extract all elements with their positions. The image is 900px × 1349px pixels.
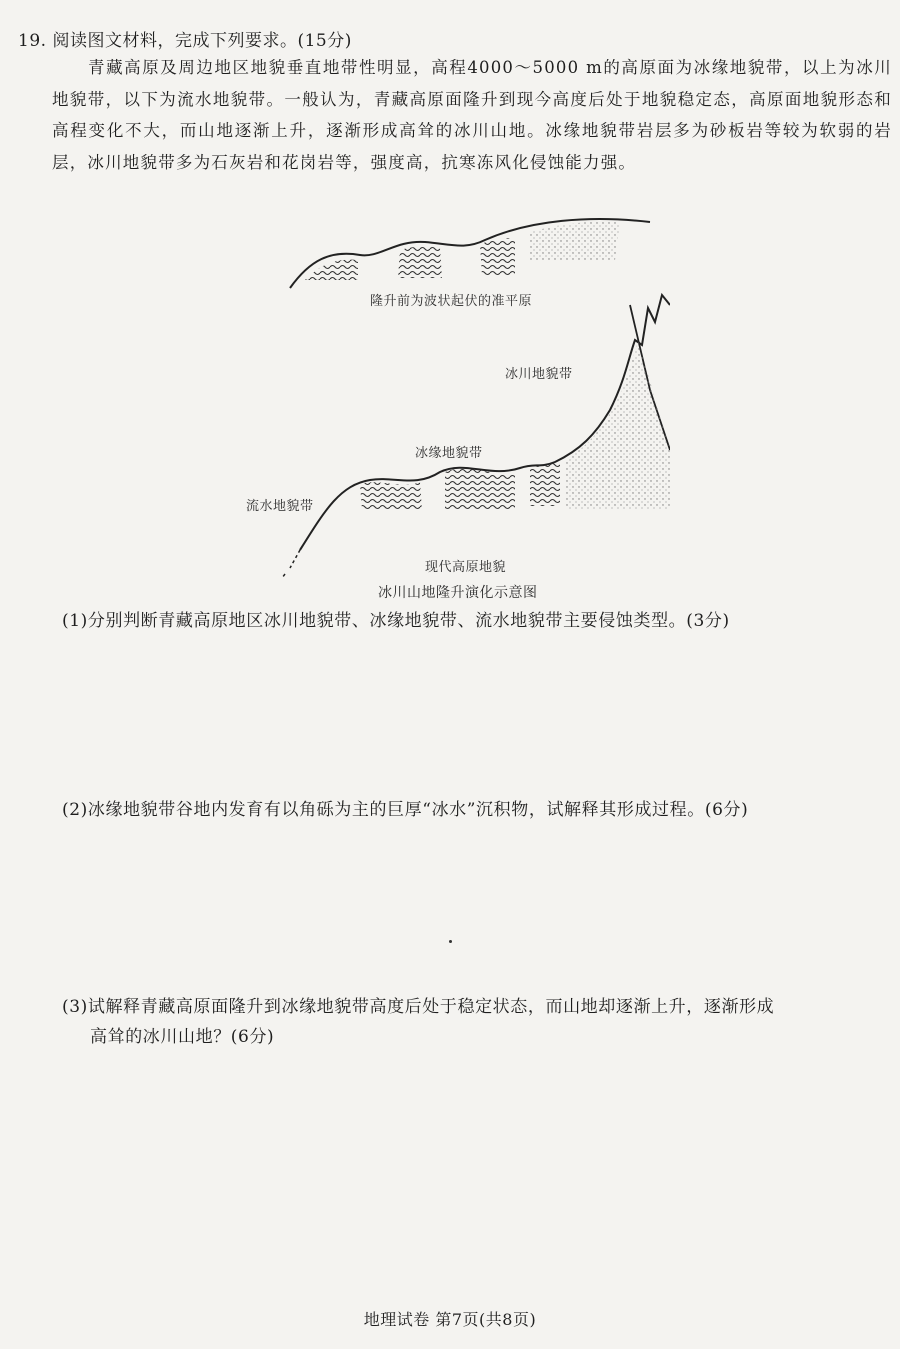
stipple-area-top (530, 221, 620, 260)
rock-layer-1 (305, 260, 358, 280)
rock-layer-4 (360, 482, 422, 510)
pre-uplift-profile (290, 219, 650, 288)
caption-modern: 现代高原地貌 (425, 560, 507, 575)
sub-question-2: (2)冰缘地貌带谷地内发育有以角砾为主的巨厚“冰水”沉积物，试解释其形成过程。(6分) (62, 800, 749, 820)
label-glacier-zone: 冰川地貌带 (505, 367, 573, 382)
sub-question-3-line1: (3)试解释青藏高原面隆升到冰缘地貌带高度后处于稳定状态，而山地却逐渐上升，逐渐形成 (62, 997, 775, 1017)
label-periglacial-zone: 冰缘地貌带 (415, 446, 483, 461)
caption-pre-uplift: 隆升前为波状起伏的准平原 (370, 294, 533, 309)
sub-question-1: (1)分别判断青藏高原地区冰川地貌带、冰缘地貌带、流水地貌带主要侵蚀类型。(3分) (62, 611, 730, 631)
stray-dot (449, 940, 452, 943)
diagram-drawing (230, 210, 670, 610)
stipple-area-mountain (565, 340, 670, 510)
rock-layer-6 (530, 460, 560, 506)
page-footer: 地理试卷 第7页(共8页) (363, 1310, 537, 1329)
landform-diagram (230, 210, 670, 610)
rock-layer-2 (398, 246, 442, 278)
label-fluvial-zone: 流水地貌带 (246, 499, 314, 514)
question-header: 19. 阅读图文材料，完成下列要求。(15分) (18, 31, 352, 51)
caption-diagram-title: 冰川山地隆升演化示意图 (378, 585, 538, 601)
passage-text: 青藏高原及周边地区地貌垂直地带性明显，高程4000～5000 m的高原面为冰缘地貌带，以上为冰川地貌带，以下为流水地貌带。一般认为，青藏高原面隆升到现今高度后处于地貌稳定态，高原面地貌形态和高程变化不大，而山地逐渐上升，逐渐形成高耸的冰川山地。冰缘地貌带岩层多为砂板岩等较为软弱的岩层，冰川地貌带多为石灰岩和花岗岩等，强度高，抗寒冻风化侵蚀能力强。 (52, 58, 892, 172)
rock-layer-5 (445, 469, 515, 510)
modern-profile (282, 295, 670, 578)
rock-layer-3 (480, 238, 515, 276)
sub-question-3 (62, 992, 892, 1052)
sub-question-3-line2: 高耸的冰川山地？(6分) (90, 1027, 275, 1047)
